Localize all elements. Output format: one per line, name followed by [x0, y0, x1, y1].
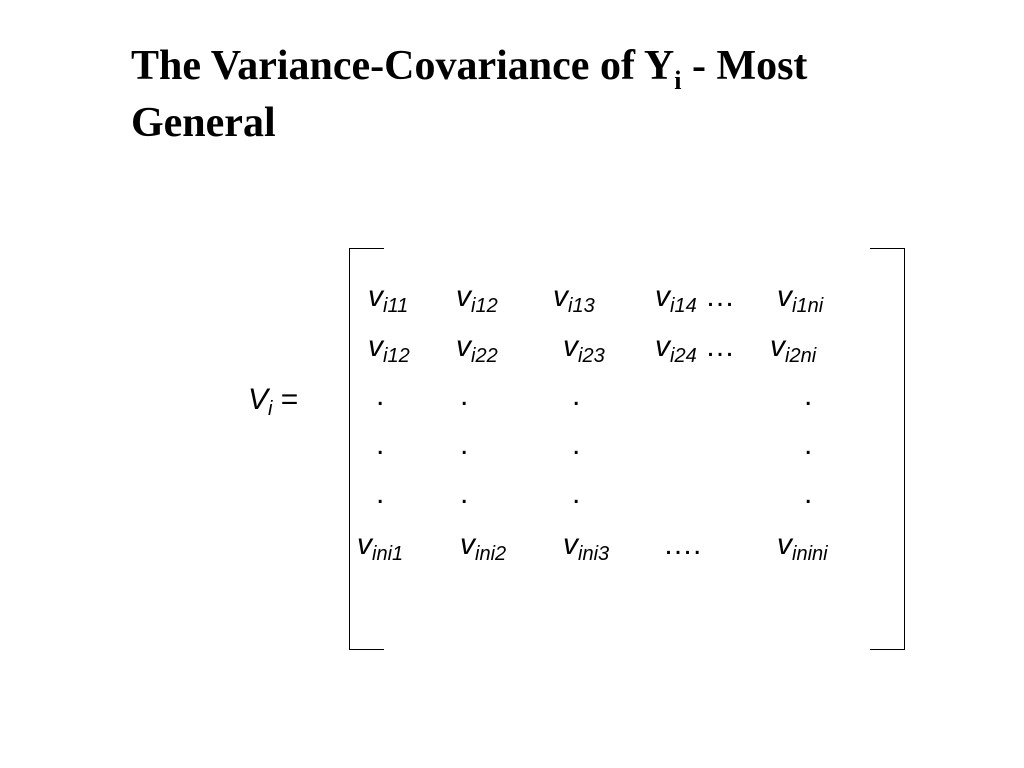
matrix-entry-r2-c4: $v_{i24}$ …	[655, 330, 736, 367]
matrix-ellipsis-dot: .	[376, 379, 385, 412]
matrix-lhs	[248, 383, 299, 420]
matrix-ellipsis-dot: .	[460, 379, 469, 412]
matrix-entry-r2-c1: $v_{i12}$	[368, 330, 410, 367]
lhs-subscript: i	[268, 398, 273, 420]
matrix-entry-last-c2: $v_{ini2}$	[460, 528, 507, 565]
title-subscript: i	[674, 66, 682, 95]
matrix-ellipsis-dot: .	[572, 379, 581, 412]
matrix-entry-r2-c2: $v_{i22}$	[456, 330, 498, 367]
matrix-entry-last-c1: $v_{ini1}$	[357, 528, 404, 565]
title-main: The Variance-Covariance of Y	[131, 43, 675, 89]
matrix-entry-r2-c5: $v_{i2ni}$	[770, 330, 817, 367]
matrix-ellipsis-dot: .	[804, 428, 813, 461]
lhs-symbol: V	[248, 383, 269, 416]
matrix-ellipsis-dot: .	[572, 428, 581, 461]
matrix-ellipsis-dot: .	[804, 477, 813, 510]
matrix-ellipsis-dot: .	[460, 428, 469, 461]
matrix-entry-r1-c2: $v_{i12}$	[456, 280, 498, 317]
title-rest: - Most General	[131, 43, 808, 146]
matrix-ellipsis-dot: .	[376, 428, 385, 461]
matrix-entry-last-c5: $v_{inini}$	[777, 528, 828, 565]
matrix-ellipsis-dot: .	[460, 477, 469, 510]
matrix-ellipsis-dot: .	[376, 477, 385, 510]
matrix-entry-last-c3: $v_{ini3}$	[563, 528, 610, 565]
matrix-right-bracket	[870, 248, 905, 650]
lhs-equals: =	[272, 383, 299, 416]
matrix-entry-r1-c3: $v_{i13}$	[553, 280, 595, 317]
matrix-ellipsis-dot: .	[572, 477, 581, 510]
matrix-entry-r1-c4: $v_{i14}$ …	[655, 280, 736, 317]
matrix-ellipsis-dot: .	[804, 379, 813, 412]
matrix-entry-r1-c5: $v_{i1ni}$	[777, 280, 824, 317]
matrix-entry-last-c4: ….	[663, 528, 702, 561]
matrix-entry-r1-c1: $v_{i11}$	[368, 280, 409, 317]
slide-title	[131, 40, 931, 149]
matrix-entry-r2-c3: $v_{i23}$	[563, 330, 605, 367]
